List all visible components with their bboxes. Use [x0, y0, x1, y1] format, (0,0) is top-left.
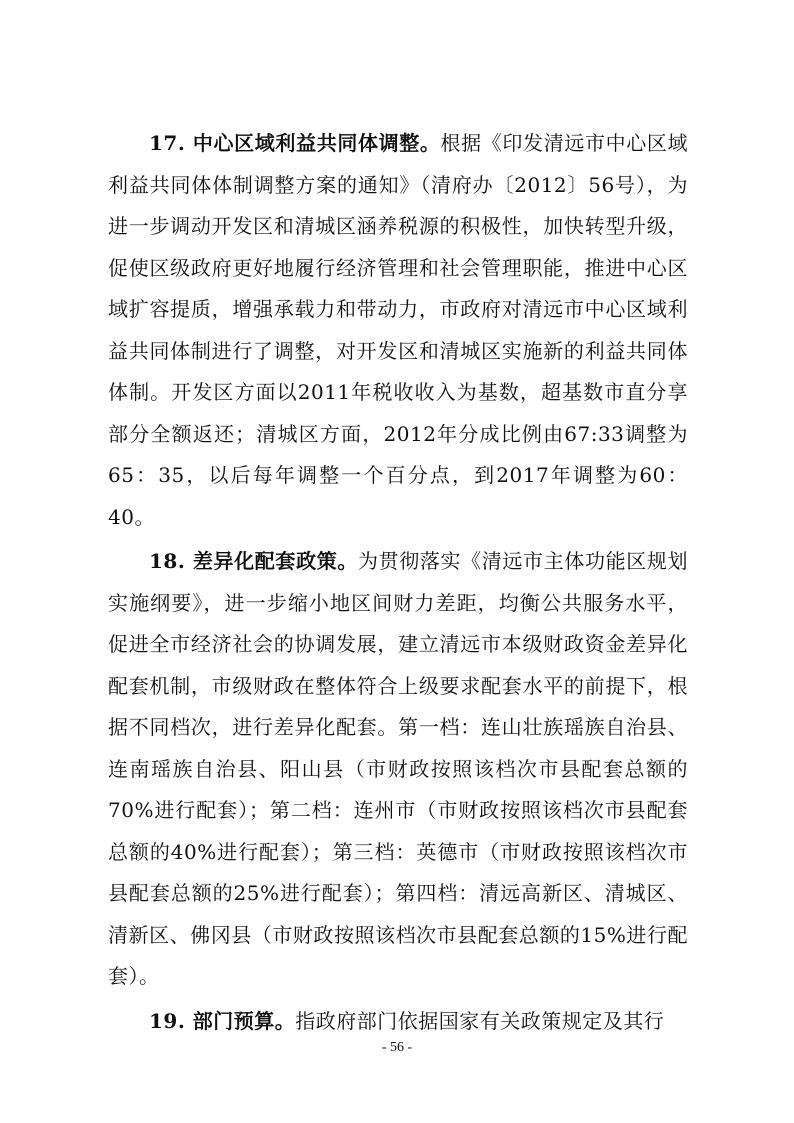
paragraph-18: [108, 541, 688, 998]
paragraph-body: 指政府部门依据国家有关政策规定及其行: [295, 1008, 665, 1033]
paragraph-heading: 17. 中心区域利益共同体调整。: [149, 131, 441, 155]
paragraph-19: [108, 1001, 688, 1043]
paragraph-body: 根据《印发清远市中心区域利益共同体体制调整方案的通知》（清府办〔2012〕56号），为进一步调动开发区和清城区涵养税源的积极性，加快转型升级，促使区级政府更好地履行经济管理和社会管理职能，推进中心区域扩容提质，增强承载力和带动力，市政府对清远市中心区域利益共同体制进行了调整，对开发区和清城区实施新的利益共同体体制。开发区方面以2011年税收收入为基数，超基数市直分享部分全额返还；清城区方面，2012年分成比例由67:33调整为65：35，以后每年调整一个百分点，到2017年调整为60：40。: [108, 131, 688, 529]
document-page: [108, 123, 688, 1042]
paragraph-body: 为贯彻落实《清远市主体功能区规划实施纲要》，进一步缩小地区间财力差距，均衡公共服务水平，促进全市经济社会的协调发展，建立清远市本级财政资金差异化配套机制，市级财政在整体符合上级要求配套水平的前提下，根据不同档次，进行差异化配套。第一档：连山壮族瑶族自治县、连南瑶族自治县、阳山县（市财政按照该档次市县配套总额的70%进行配套）；第二档：连州市（市财政按照该档次市县配套总额的40%进行配套）；第三档：英德市（市财政按照该档次市县配套总额的25%进行配套）；第四档：清远高新区、清城区、清新区、佛冈县（市财政按照该档次市县配套总额的15%进行配套）。: [108, 549, 689, 988]
paragraph-heading: 19. 部门预算。: [149, 1008, 296, 1033]
paragraph-17: [108, 123, 688, 538]
page-number: - 56 -: [381, 1040, 413, 1055]
paragraph-heading: 18. 差异化配套政策。: [149, 549, 358, 573]
